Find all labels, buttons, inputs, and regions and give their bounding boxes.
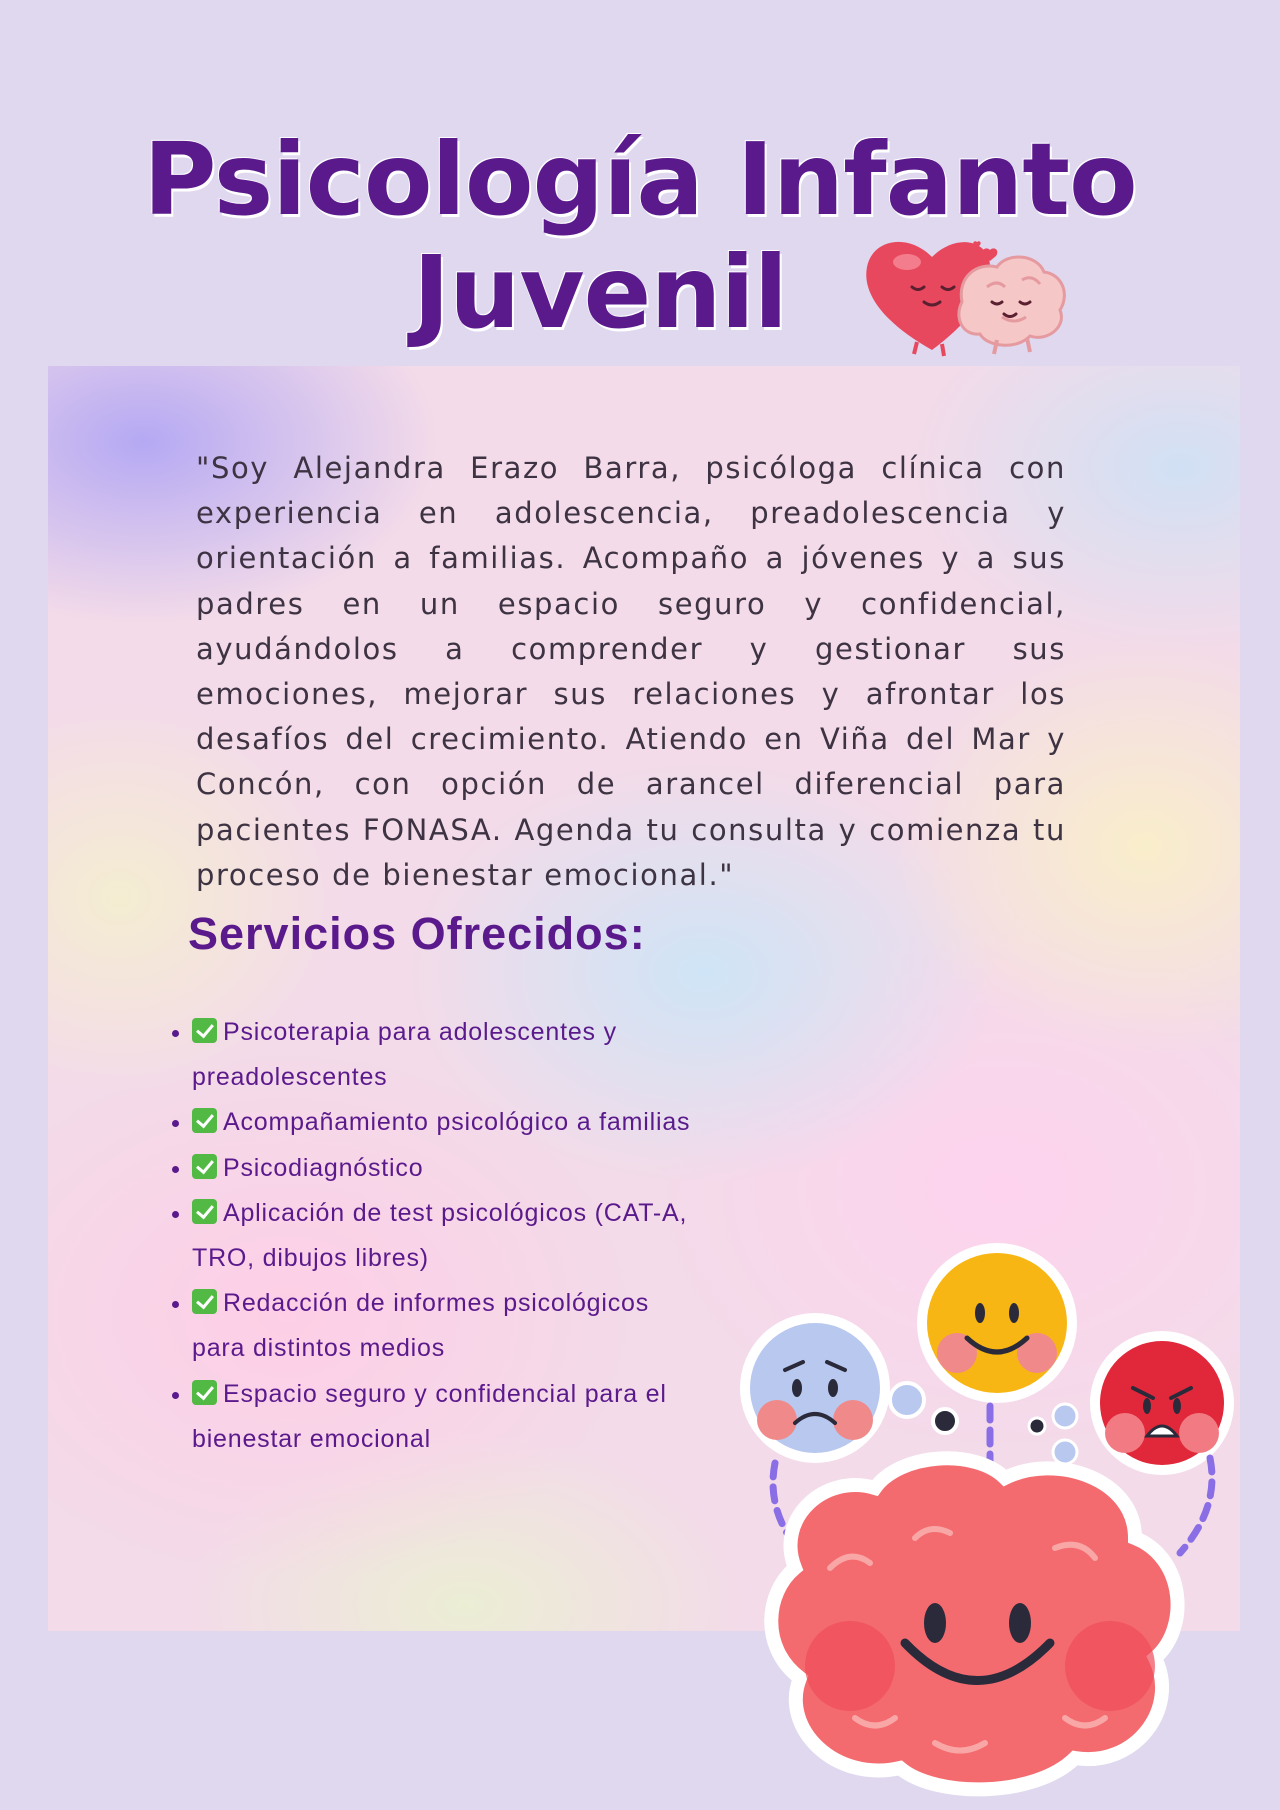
- list-item: [192, 1010, 692, 1100]
- check-mark-icon: [192, 1380, 217, 1405]
- check-mark-icon: [192, 1199, 217, 1224]
- page-title-line-2: Juvenil: [412, 234, 788, 351]
- services-list: [150, 1010, 692, 1462]
- emotion-brain-illustration: [735, 1238, 1235, 1798]
- list-item: [192, 1281, 692, 1371]
- check-mark-icon: [192, 1154, 217, 1179]
- heart-brain-illustration: [862, 232, 1072, 357]
- intro-quote: "Soy Alejandra Erazo Barra, psicóloga clínica con experiencia en adolescencia, preadolescencia y orientación a familias. Acompaño a jóvenes y a sus padres en un espacio seguro y confidencial, ayudándolos a comprender y gestionar sus emociones, mejorar sus relaciones y afrontar los desafíos del crecimiento. Atiendo en Viña del Mar y Concón, con opción de arancel diferencial para pacientes FONASA. Agenda tu consulta y comienza tu proceso de bienestar emocional.": [196, 451, 1066, 892]
- list-item: [192, 1372, 692, 1462]
- services-heading: Servicios Ofrecidos:: [188, 908, 646, 959]
- service-label: Acompañamiento psicológico a familias: [223, 1108, 691, 1137]
- list-item: [192, 1100, 692, 1145]
- service-label: Psicodiagnóstico: [223, 1153, 424, 1182]
- check-mark-icon: [192, 1018, 217, 1043]
- list-item: [192, 1146, 692, 1191]
- page-title-line-1: Psicología Infanto: [143, 121, 1137, 238]
- service-label: Psicoterapia para adolescentes y preadolescentes: [192, 1018, 617, 1092]
- check-mark-icon: [192, 1108, 217, 1133]
- service-label: Redacción de informes psicológicos para distintos medios: [192, 1289, 650, 1363]
- check-mark-icon: [192, 1289, 217, 1314]
- list-item: [192, 1191, 692, 1281]
- service-label: Aplicación de test psicológicos (CAT-A, TRO, dibujos libres): [192, 1198, 688, 1273]
- service-label: Espacio seguro y confidencial para el bienestar emocional: [192, 1379, 667, 1453]
